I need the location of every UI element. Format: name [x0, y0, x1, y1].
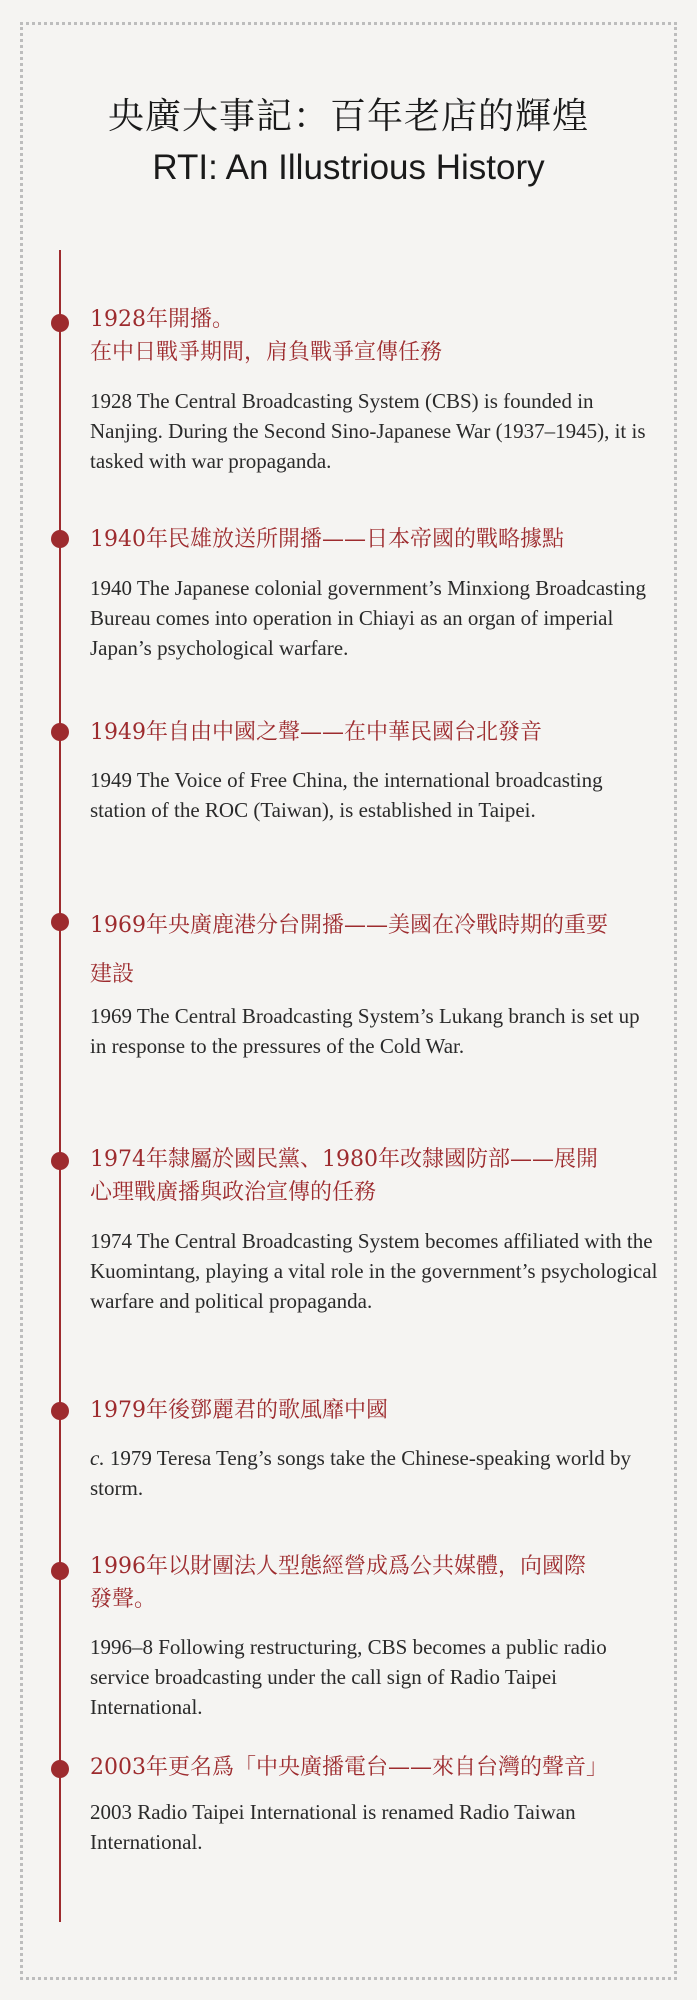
circa-prefix: c.	[90, 1446, 105, 1470]
timeline-dot-1949	[51, 723, 69, 741]
event-heading-line: 1969年央廣鹿港分台開播——美國在冷戰時期的重要	[90, 913, 608, 938]
event-heading-line: 1974年隸屬於國民黨、1980年改隸國防部——展開	[90, 1147, 598, 1172]
timeline-dot-1940	[51, 530, 69, 548]
event-heading-line: 1940年民雄放送所開播——日本帝國的戰略據點	[90, 527, 564, 552]
page-title-english: RTI: An Illustrious History	[152, 148, 545, 187]
timeline-line	[59, 250, 61, 1922]
timeline-dot-2003	[51, 1760, 69, 1778]
timeline-dot-1969	[51, 913, 69, 931]
event-heading-1949	[90, 716, 660, 749]
event-heading-line: 發聲。	[90, 1587, 157, 1612]
event-heading-1974	[90, 1143, 660, 1209]
event-description-2003: 2003 Radio Taipei International is renamed Radio Taiwan International.	[90, 1800, 576, 1854]
event-heading-1940	[90, 523, 660, 556]
timeline-dot-1974	[51, 1152, 69, 1170]
event-heading-1928	[90, 303, 660, 369]
event-heading-2003	[90, 1751, 660, 1784]
event-heading-1979	[90, 1394, 660, 1427]
event-heading-line: 1996年以財團法人型態經營成爲公共媒體，向國際	[90, 1554, 586, 1579]
event-heading-line: 建設	[90, 962, 135, 987]
event-description-1949: 1949 The Voice of Free China, the international broadcasting station of the ROC (Taiwan), is established in Taipei.	[90, 768, 603, 822]
timeline-dot-1979	[51, 1402, 69, 1420]
event-heading-line: 在中日戰爭期間，肩負戰爭宣傳任務	[90, 340, 443, 365]
event-description-1996: 1996–8 Following restructuring, CBS becomes a public radio service broadcasting under the call sign of Radio Taipei International.	[90, 1635, 607, 1719]
timeline-dot-1996	[51, 1562, 69, 1580]
event-description-1940: 1940 The Japanese colonial government’s Minxiong Broadcasting Bureau comes into operation in Chiayi as an organ of imperial Japan’s psychological warfare.	[90, 576, 646, 660]
event-heading-line: 心理戰廣播與政治宣傳的任務	[90, 1180, 377, 1205]
event-heading-line: 1928年開播。	[90, 307, 234, 332]
event-heading-line: 2003年更名爲「中央廣播電台——來自台灣的聲音」	[90, 1755, 608, 1780]
event-description-1928: 1928 The Central Broadcasting System (CBS) is founded in Nanjing. During the Second Sino-Japanese War (1937–1945), it is tasked with war propaganda.	[90, 389, 646, 473]
page-title-chinese: 央廣大事記：百年老店的輝煌	[107, 96, 589, 137]
event-heading-line: 1949年自由中國之聲——在中華民國台北發音	[90, 720, 542, 745]
event-heading-line: 1979年後鄧麗君的歌風靡中國	[90, 1398, 388, 1423]
event-description-1974: 1974 The Central Broadcasting System becomes affiliated with the Kuomintang, playing a vital role in the government’s psychological warfare and political propaganda.	[90, 1229, 658, 1313]
event-heading-1996	[90, 1550, 660, 1616]
timeline-dot-1928	[51, 314, 69, 332]
event-description-1979	[90, 1443, 660, 1503]
event-description-text: 1979 Teresa Teng’s songs take the Chinese-speaking world by storm.	[90, 1446, 632, 1500]
event-heading-1969	[90, 901, 660, 999]
event-description-1969: 1969 The Central Broadcasting System’s Lukang branch is set up in response to the pressures of the Cold War.	[90, 1004, 640, 1058]
